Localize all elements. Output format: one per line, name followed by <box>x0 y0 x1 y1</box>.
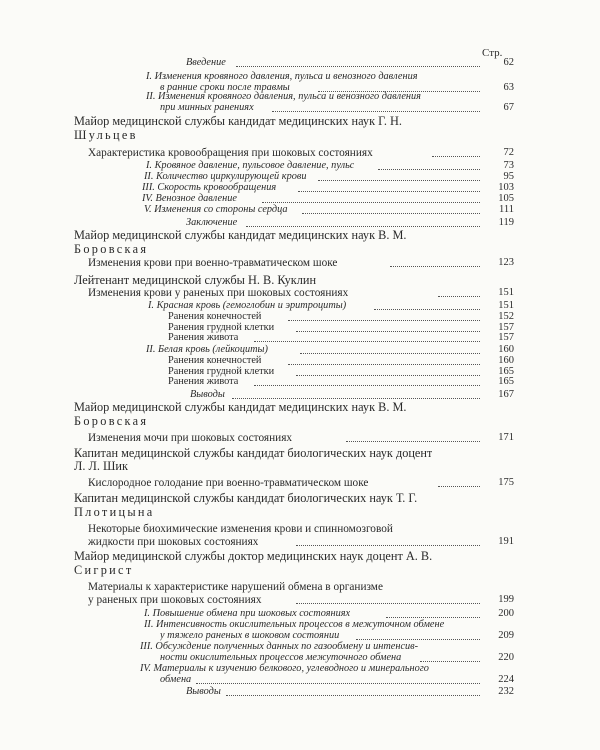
page-number: 119 <box>498 217 514 228</box>
dot-leader <box>302 203 480 214</box>
page-number: 62 <box>503 57 514 68</box>
entry-title: III. Скорость кровообращения <box>142 182 277 193</box>
author-name: Майор медицинской службы кандидат медицинских наук Г. Н. <box>74 114 402 128</box>
entry-title: Введение <box>186 57 226 68</box>
author-surname: Боровская <box>74 242 149 256</box>
entry-title: обмена <box>160 674 192 685</box>
author-name: Капитан медицинской службы кандидат биологических наук Т. Г. <box>74 491 418 505</box>
author-name: Майор медицинской службы доктор медицинских наук доцент А. В. <box>74 549 433 563</box>
entry-title: Ранения грудной клетки <box>168 322 275 333</box>
page-number: 72 <box>503 147 514 158</box>
page-number: 175 <box>498 477 514 488</box>
author-name: Лейтенант медицинской службы Н. В. Куклин <box>74 273 317 287</box>
dot-leader <box>236 56 480 67</box>
entry-title: Некоторые биохимические изменения крови и спинномозговой <box>88 523 393 535</box>
dot-leader <box>246 216 480 227</box>
entry-title: Материалы к характеристике нарушений обмена в организме <box>88 581 383 593</box>
dot-leader <box>262 192 480 203</box>
page-number: 105 <box>498 193 514 204</box>
author-surname: Сигрист <box>74 563 134 577</box>
page-number: 111 <box>499 204 514 215</box>
entry-title: Ранения живота <box>168 376 239 387</box>
page-number: 167 <box>498 389 514 400</box>
entry-title: II. Белая кровь (лейкоциты) <box>146 344 268 355</box>
entry-title: IV. Материалы к изучению белкового, углеводного и минерального <box>140 663 429 674</box>
entry-title: V. Изменения со стороны сердца <box>144 204 288 215</box>
entry-title: Ранения конечностей <box>168 311 262 322</box>
page-number: 209 <box>498 630 514 641</box>
author-name: Майор медицинской службы кандидат медицинских наук В. М. <box>74 400 407 414</box>
author-surname: Плотицына <box>74 505 155 519</box>
dot-leader <box>378 159 480 170</box>
entry-title: II. Количество циркулирующей крови <box>144 171 307 182</box>
page-number: 191 <box>498 536 514 547</box>
dot-leader <box>390 256 480 267</box>
entry-title: Заключение <box>186 217 238 228</box>
author-name: Майор медицинской службы кандидат медицинских наук В. М. <box>74 228 407 242</box>
page-number: 151 <box>498 287 514 298</box>
page-number: 67 <box>503 102 514 113</box>
author-name: Капитан медицинской службы кандидат биологических наук доцент <box>74 446 433 460</box>
dot-leader <box>298 181 480 192</box>
dot-leader <box>374 299 480 310</box>
author-line <box>0 128 600 148</box>
dot-leader <box>296 593 480 604</box>
entry-title: ности окислительных процессов межуточного обмена <box>160 652 402 663</box>
page-number: 199 <box>498 594 514 605</box>
dot-leader <box>300 343 480 354</box>
dot-leader <box>196 673 480 684</box>
page-number: 200 <box>498 608 514 619</box>
entry-title: I. Повышение обмена при шоковых состояниях <box>144 608 351 619</box>
page-number: 220 <box>498 652 514 663</box>
entry-title: Изменения крови у раненых при шоковых состояниях <box>88 287 349 299</box>
page-number: 160 <box>498 355 514 366</box>
page-number: 165 <box>498 376 514 387</box>
entry-title: Ранения конечностей <box>168 355 262 366</box>
dot-leader <box>356 629 480 640</box>
entry-title: Ранения живота <box>168 332 239 343</box>
page-number: 95 <box>503 171 514 182</box>
dot-leader <box>438 286 480 297</box>
dot-leader <box>420 651 480 662</box>
entry-title: Изменения мочи при шоковых состояниях <box>88 432 293 444</box>
author-surname: Шульцев <box>74 128 138 142</box>
dot-leader <box>254 331 480 342</box>
page-number: 171 <box>498 432 514 443</box>
entry-title: у раненых при шоковых состояниях <box>88 594 262 606</box>
page-number: 160 <box>498 344 514 355</box>
entry-title: Изменения крови при военно-травматическом шоке <box>88 257 338 269</box>
entry-title: Выводы <box>186 686 221 697</box>
dot-leader <box>272 101 480 112</box>
entry-title: I. Кровяное давление, пульсовое давление, пульс <box>146 160 355 171</box>
entry-title: жидкости при шоковых состояниях <box>88 536 259 548</box>
entry-title: IV. Венозное давление <box>142 193 237 204</box>
entry-title: Кислородное голодание при военно-травматическом шоке <box>88 477 369 489</box>
entry-title: I. Изменения кровяного давления, пульса и венозного давления <box>146 71 418 82</box>
page-number: 151 <box>498 300 514 311</box>
page-number: 103 <box>498 182 514 193</box>
entry-title: I. Красная кровь (гемоглобин и эритроциты) <box>148 300 347 311</box>
page-number: 165 <box>498 366 514 377</box>
toc-entry <box>0 685 600 705</box>
entry-title: Ранения грудной клетки <box>168 366 275 377</box>
entry-title: у тяжело раненых в шоковом состоянии <box>160 630 340 641</box>
dot-leader <box>296 535 480 546</box>
dot-leader <box>432 146 480 157</box>
entry-title: III. Обсуждение полученных данных по газообмену и интенсив- <box>140 641 419 652</box>
dot-leader <box>232 388 480 399</box>
page-number: 73 <box>503 160 514 171</box>
page-number: 63 <box>503 82 514 93</box>
dot-leader <box>438 476 480 487</box>
dot-leader <box>226 685 480 696</box>
entry-title: при минных ранениях <box>160 102 254 113</box>
page-number: 152 <box>498 311 514 322</box>
entry-title: Характеристика кровообращения при шоковых состояниях <box>88 147 373 159</box>
page-number: 224 <box>498 674 514 685</box>
page-number: 157 <box>498 332 514 343</box>
dot-leader <box>254 375 480 386</box>
page-number: 123 <box>498 257 514 268</box>
author-surname: Л. Л. Шик <box>74 459 128 473</box>
dot-leader <box>346 431 480 442</box>
dot-leader <box>386 607 480 618</box>
entry-title: в ранние сроки после травмы <box>160 82 290 93</box>
dot-leader <box>288 310 480 321</box>
page-number: 232 <box>498 686 514 697</box>
author-surname: Боровская <box>74 414 149 428</box>
dot-leader <box>318 170 480 181</box>
entry-title: II. Интенсивность окислительных процессов в межуточном обмене <box>144 619 445 630</box>
dot-leader <box>288 354 480 365</box>
entry-title: II. Изменения кровяного давления, пульса и венозного давления <box>146 91 421 102</box>
page-column-header: Стр. <box>482 47 503 59</box>
page-number: 157 <box>498 322 514 333</box>
entry-title: Выводы <box>190 389 225 400</box>
